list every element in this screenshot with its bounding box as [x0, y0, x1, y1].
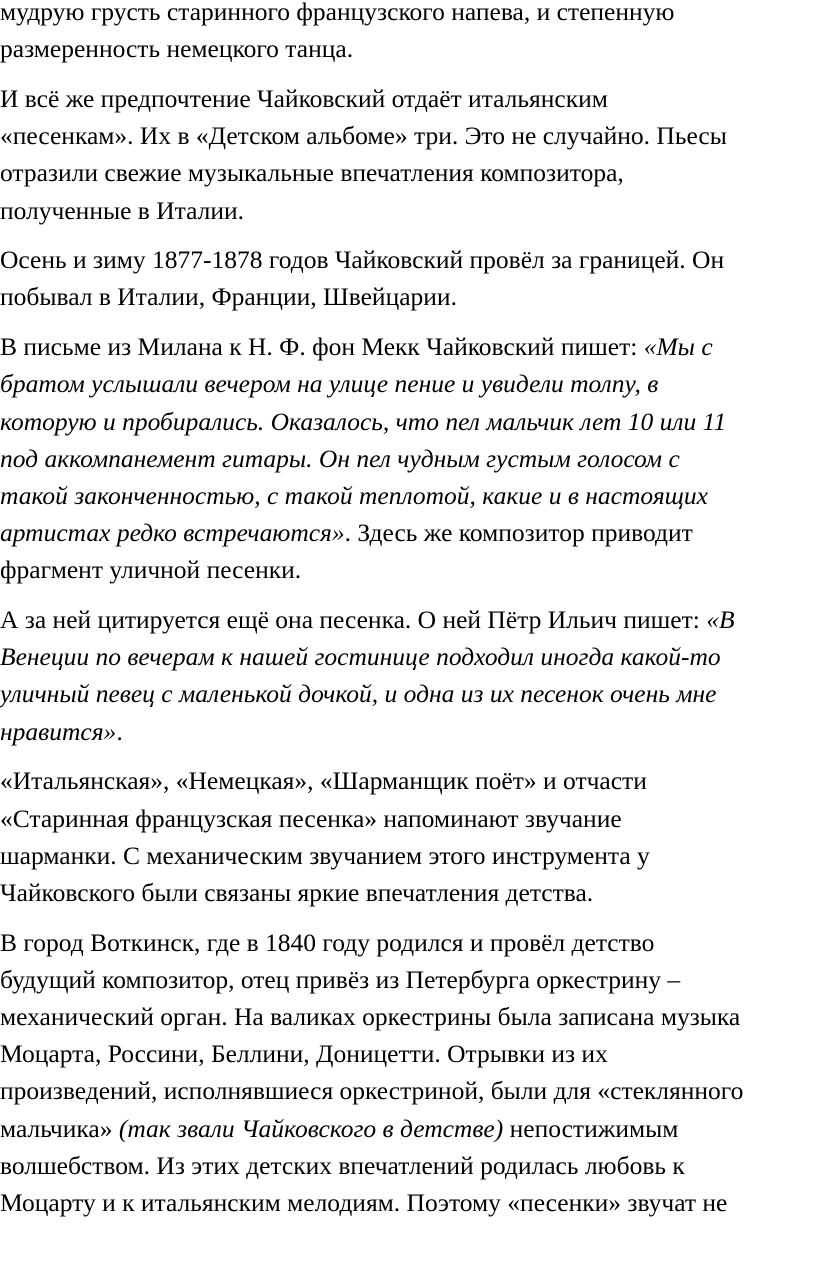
text-line [0, 713, 813, 750]
text-run: В город Воткинск, где в 1840 году родился и провёл детство [0, 927, 655, 957]
paragraph [0, 601, 813, 750]
text-line [0, 675, 813, 712]
text-run: «песенкам». Их в «Детском альбоме» три. Это не случайно. Пьесы [0, 121, 727, 151]
text-line [0, 403, 813, 440]
text-run: побывал в Италии, Франции, Швейцарии. [0, 282, 457, 312]
quote-text: «В [706, 605, 735, 635]
text-run: размеренность немецкого танца. [0, 34, 354, 64]
text-line [0, 514, 813, 551]
text-line [0, 365, 813, 402]
text-line [0, 1035, 813, 1072]
text-run: механический орган. На валиках оркестрины была записана музыка [0, 1002, 741, 1032]
quote-text: артистах редко встречаются» [0, 518, 345, 548]
text-line [0, 762, 813, 799]
text-run: Осень и зиму 1877-1878 годов Чайковский провёл за границей. Он [0, 245, 725, 275]
paragraph [0, 924, 813, 1222]
quote-text: нравится» [0, 716, 117, 746]
quote-text: под аккомпанемент гитары. Он пел чудным густым голосом с [0, 443, 680, 473]
text-line [0, 30, 813, 67]
quote-text: которую и пробирались. Оказалось, что пел мальчик лет 10 или 11 [0, 406, 727, 436]
text-run: . Здесь же композитор приводит [344, 518, 693, 548]
text-run: отразили свежие музыкальные впечатления композитора, [0, 158, 624, 188]
quote-text: братом услышали вечером на улице пение и увидели толпу, в [0, 369, 659, 399]
text-run: Моцарта, Россини, Беллини, Доницетти. Отрывки из их [0, 1039, 608, 1069]
text-line [0, 874, 813, 911]
text-line [0, 440, 813, 477]
paragraph [0, 0, 813, 67]
text-line [0, 192, 813, 229]
text-line [0, 1184, 813, 1221]
text-run: непостижимым [503, 1113, 679, 1143]
text-line [0, 154, 813, 191]
text-run: В письме из Милана к Н. Ф. фон Мекк Чайковский пишет: [0, 332, 644, 362]
text-run: фрагмент уличной песенки. [0, 555, 302, 585]
text-run: мальчика» [0, 1113, 119, 1143]
text-line [0, 117, 813, 154]
text-line [0, 800, 813, 837]
text-run: «Итальянская», «Немецкая», «Шарманщик поёт» и отчасти [0, 766, 647, 796]
text-run: Моцарту и к итальянским мелодиям. Поэтому «песенки» звучат не [0, 1188, 728, 1218]
paragraph [0, 80, 813, 229]
text-run: волшебством. Из этих детских впечатлений родилась любовь к [0, 1150, 685, 1180]
text-line [0, 998, 813, 1035]
text-run: произведений, исполнявшиеся оркестриной, были для «стеклянного [0, 1076, 744, 1106]
text-line [0, 924, 813, 961]
text-run: «Старинная французская песенка» напоминают звучание [0, 803, 622, 833]
text-line [0, 1072, 813, 1109]
text-run: мудрую грусть старинного французского напева, и степенную [0, 0, 675, 26]
quote-text: уличный певец с маленькой дочкой, и одна из их песенок очень мне [0, 679, 717, 709]
text-line [0, 1110, 813, 1147]
quote-text: Венеции по вечерам к нашей гостинице подходил иногда какой-то [0, 642, 721, 672]
quote-text: (так звали Чайковского в детстве) [118, 1113, 504, 1143]
text-line [0, 278, 813, 315]
text-run: будущий композитор, отец привёз из Петербурга оркестрину – [0, 964, 681, 994]
paragraph [0, 762, 813, 911]
text-line [0, 551, 813, 588]
paragraph [0, 328, 813, 588]
text-run: . [116, 716, 123, 746]
text-run: полученные в Италии. [0, 195, 245, 225]
paragraph [0, 241, 813, 315]
text-line [0, 241, 813, 278]
text-line [0, 80, 813, 117]
text-line [0, 638, 813, 675]
text-line [0, 328, 813, 365]
text-run: А за ней цитируется ещё она песенка. О ней Пётр Ильич пишет: [0, 605, 707, 635]
text-run: И всё же предпочтение Чайковский отдаёт итальянским [0, 83, 608, 113]
text-run: шарманки. С механическим звучанием этого инструмента у [0, 840, 650, 870]
text-line [0, 601, 813, 638]
text-line [0, 0, 813, 30]
quote-text: «Мы с [643, 332, 713, 362]
text-line [0, 961, 813, 998]
text-line [0, 477, 813, 514]
text-line [0, 837, 813, 874]
quote-text: такой законченностью, с такой теплотой, какие и в настоящих [0, 480, 708, 510]
text-line [0, 1147, 813, 1184]
text-run: Чайковского были связаны яркие впечатления детства. [0, 877, 594, 907]
